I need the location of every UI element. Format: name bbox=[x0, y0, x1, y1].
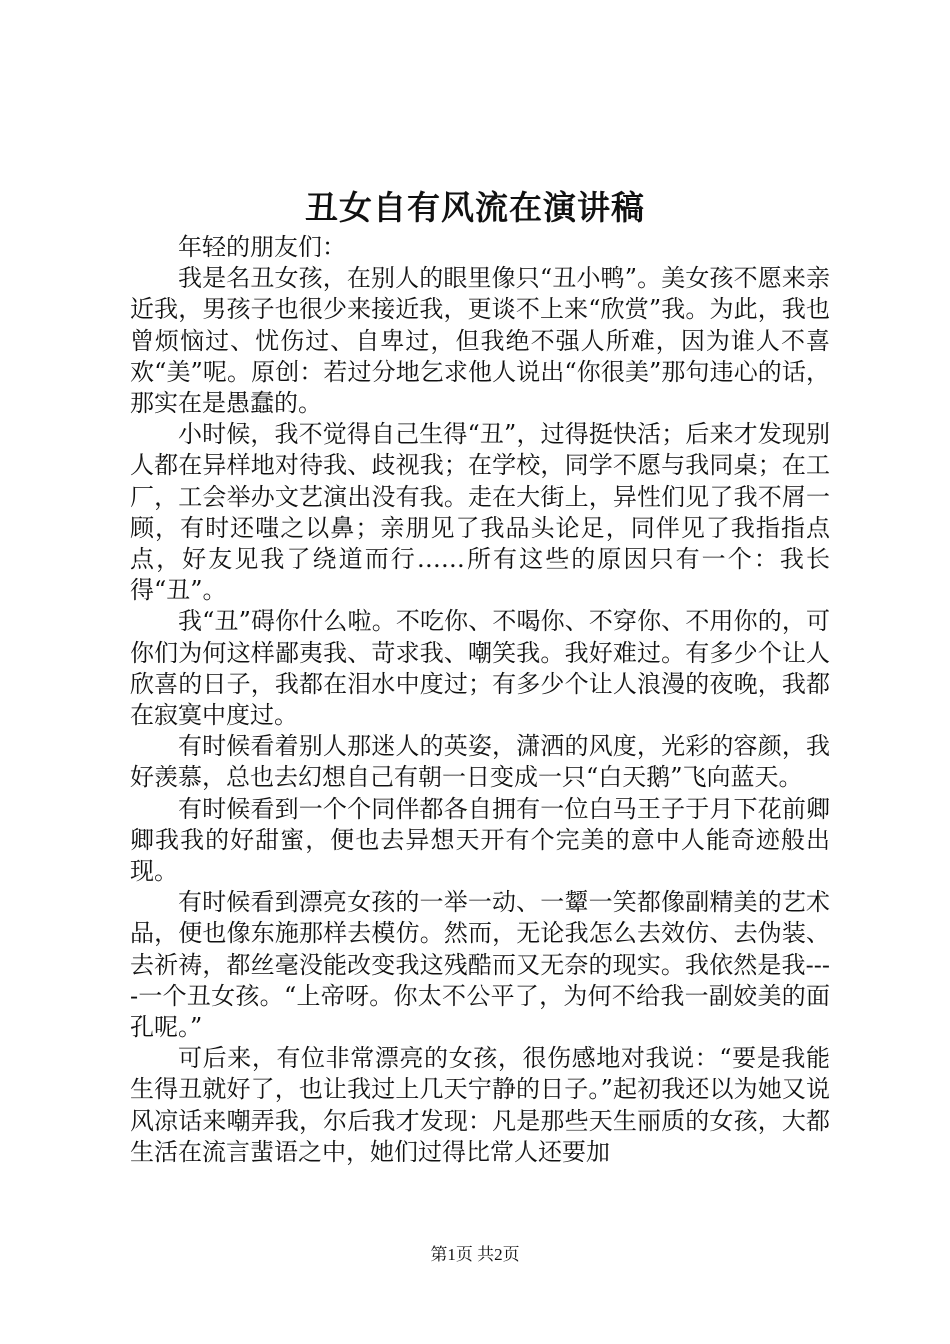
paragraph: 可后来，有位非常漂亮的女孩，很伤感地对我说：“要是我能生得丑就好了，也让我过上几天宁静的日子。”起初我还以为她又说风凉话来嘲弄我，尔后我才发现：凡是那些天生丽质的女孩，大都生活在流言蜚语之中，她们过得比常人还要加 bbox=[130, 1044, 830, 1166]
page-number-footer: 第1页 共2页 bbox=[430, 1245, 520, 1264]
document-body bbox=[130, 232, 830, 1168]
paragraph: 有时候看到一个个同伴都各自拥有一位白马王子于月下花前卿卿我我的好甜蜜，便也去异想天开有个完美的意中人能奇迹般出现。 bbox=[130, 794, 830, 886]
paragraph: 有时候看着别人那迷人的英姿，潇洒的风度，光彩的容颜，我好羡慕，总也去幻想自己有朝一日变成一只“白天鹅”飞向蓝天。 bbox=[130, 732, 830, 792]
paragraph: 有时候看到漂亮女孩的一举一动、一颦一笑都像副精美的艺术品，便也像东施那样去模仿。然而，无论我怎么去效仿、去伪装、去祈祷，都丝毫没能改变我这残酷而又无奈的现实。我依然是我----一个丑女孩。“上帝呀。你太不公平了，为何不给我一副姣美的面孔呢。” bbox=[130, 888, 830, 1042]
document-title: 丑女自有风流在演讲稿 bbox=[305, 188, 645, 227]
paragraph: 小时候，我不觉得自己生得“丑”，过得挺快活；后来才发现别人都在异样地对待我、歧视我；在学校，同学不愿与我同桌；在工厂，工会举办文艺演出没有我。走在大街上，异性们见了我不屑一顾，有时还嗤之以鼻；亲朋见了我品头论足，同伴见了我指指点点，好友见我了绕道而行……所有这些的原因只有一个：我长得“丑”。 bbox=[130, 420, 830, 605]
paragraph: 我是名丑女孩，在别人的眼里像只“丑小鸭”。美女孩不愿来亲近我，男孩子也很少来接近我，更谈不上来“欣赏”我。为此，我也曾烦恼过、忧伤过、自卑过，但我绝不强人所难，因为谁人不喜欢“美”呢。原创：若过分地乞求他人说出“你很美”那句违心的话，那实在是愚蠢的。 bbox=[130, 264, 830, 418]
paragraph: 我“丑”碍你什么啦。不吃你、不喝你、不穿你、不用你的，可你们为何这样鄙夷我、苛求我、嘲笑我。我好难过。有多少个让人欣喜的日子，我都在泪水中度过；有多少个让人浪漫的夜晚，我都在寂寞中度过。 bbox=[130, 607, 830, 730]
paragraph-greeting: 年轻的朋友们： bbox=[178, 233, 346, 261]
